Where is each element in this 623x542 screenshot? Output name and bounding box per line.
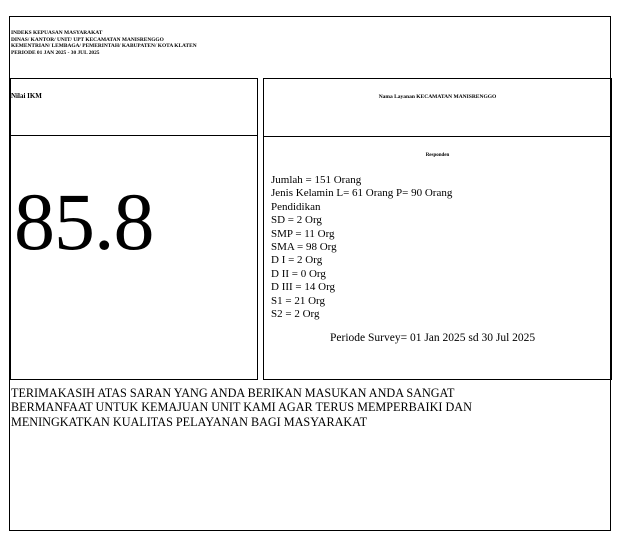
thanks-line-2: BERMANFAAT UNTUK KEMAJUAN UNIT KAMI AGAR TERUS MEMPERBAIKI DAN — [11, 400, 472, 415]
ikm-score-panel — [10, 78, 258, 380]
ikm-report-frame — [9, 16, 611, 531]
header-title: INDEKS KEPUASAN MASYARAKAT — [11, 30, 103, 36]
respondent-total: Jumlah = 151 Orang — [271, 174, 362, 186]
respondent-title: Responden — [425, 153, 450, 158]
respondent-d3: D III = 14 Org — [271, 281, 336, 294]
header-ministry: KEMENTRIAN/ LEMBAGA/ PEMERINTAH/ KABUPATEN/ KOTA KLATEN — [11, 43, 197, 50]
ikm-divider — [11, 135, 257, 136]
header-unit: DINAS/ KANTOR/ UNIT/ UPT KECAMATAN MANISRENGGO — [11, 36, 164, 43]
report-header — [10, 17, 610, 78]
respondent-list — [271, 174, 452, 321]
header-period: PERIODE 01 JAN 2025 - 30 JUL 2025 — [11, 49, 100, 56]
service-name: Nama Layanan KECAMATAN MANISRENGGO — [378, 94, 497, 100]
respondent-s1: S1 = 21 Org — [271, 294, 325, 307]
respondent-gender: Jenis Kelamin L= 61 Orang P= 90 Orang — [271, 187, 453, 200]
respondent-smp: SMP = 11 Org — [271, 227, 335, 240]
ikm-label: Nilai IKM — [11, 92, 42, 100]
ikm-value: 85.8 — [14, 176, 154, 267]
thanks-line-1: TERIMAKASIH ATAS SARAN YANG ANDA BERIKAN MASUKAN ANDA SANGAT — [11, 386, 455, 400]
survey-period: Periode Survey= 01 Jan 2025 sd 30 Jul 2025 — [330, 332, 536, 344]
respondent-d2: D II = 0 Org — [271, 267, 326, 280]
respondent-panel — [263, 78, 612, 380]
respondent-education-heading: Pendidikan — [271, 200, 321, 213]
thanks-line-3: MENINGKATKAN KUALITAS PELAYANAN BAGI MASYARAKAT — [11, 414, 368, 429]
respondent-sd: SD = 2 Org — [271, 214, 322, 227]
respondent-s2: S2 = 2 Org — [271, 308, 320, 321]
respondent-d1: D I = 2 Org — [271, 254, 323, 267]
respondent-sma: SMA = 98 Org — [271, 241, 337, 254]
thank-you-message — [10, 386, 610, 429]
respondent-divider — [264, 136, 611, 137]
